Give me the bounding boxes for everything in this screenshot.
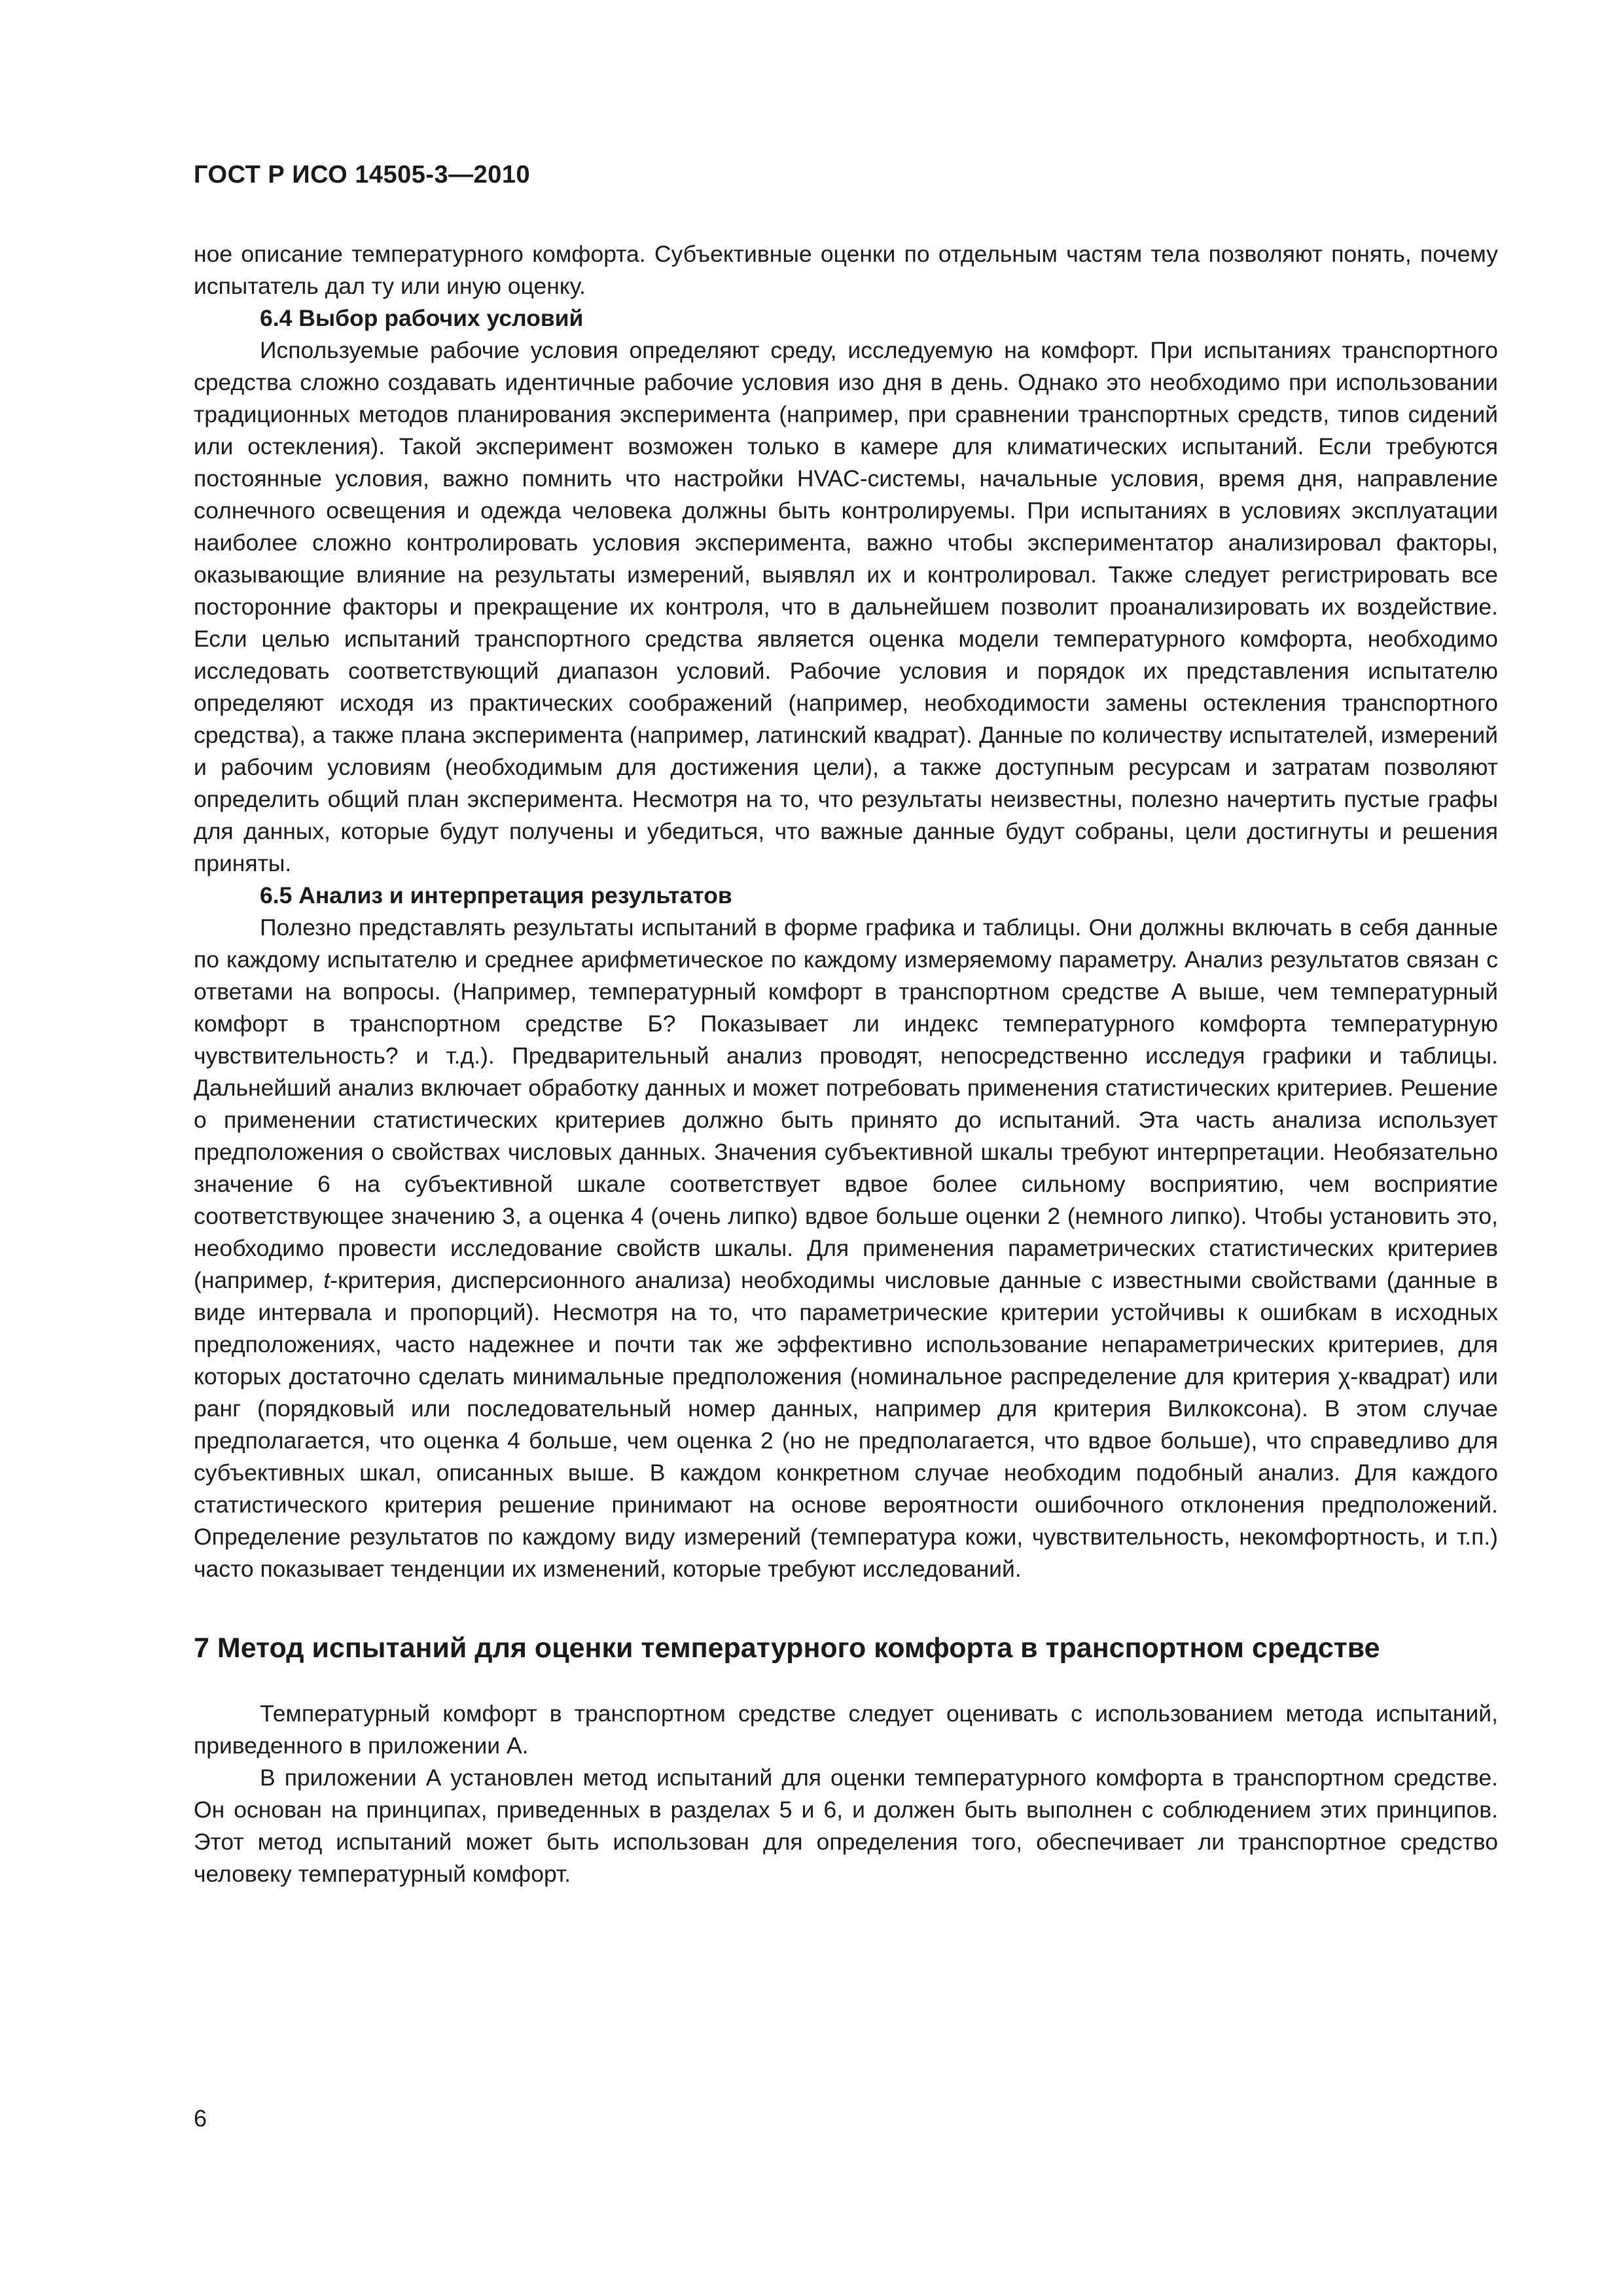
- section-7-number: 7: [194, 1632, 209, 1664]
- section-6-5-text-part1: Полезно представлять результаты испытаний в форме графика и таблицы. Они должны включать в себя данные по каждому испытателю и среднее арифметическое по каждому измеряемому параметру. Анализ результатов связан с ответами на вопросы. (Например, температурный комфорт в транспортном средстве А выше, чем температурный комфорт в транспортном средстве Б? Показывает ли индекс температурного комфорта температурную чувствительность? и т.д.). Предварительный анализ проводят, непосредственно исследуя графики и таблицы. Дальнейший анализ включает обработку данных и может потребовать применения статистических критериев. Решение о применении статистических критериев должно быть принято до испытаний. Эта часть анализа использует предположения о свойствах числовых данных. Значения субъективной шкалы требуют интерпретации. Необязательно значение 6 на субъективной шкале соответствует вдвое более сильному восприятию, чем восприятие соответствующее значению 3, а оценка 4 (очень липко) вдвое больше оценки 2 (немного липко). Чтобы установить это, необходимо провести исследование свойств шкалы. Для применения параметрических статистических критериев (например,: [194, 914, 1498, 1293]
- page-number: 6: [194, 2105, 207, 2132]
- section-7-paragraph-1: Температурный комфорт в транспортном средстве следует оценивать с использованием метода испытаний, приведенного в приложении А.: [194, 1700, 1498, 1759]
- section-6-5-heading: 6.5 Анализ и интерпретация результатов: [260, 882, 732, 908]
- section-6-4-paragraph: Используемые рабочие условия определяют среду, исследуемую на комфорт. При испытаниях транспортного средства сложно создавать идентичные рабочие условия изо дня в день. Однако это необходимо при использовании традиционных методов планирования эксперимента (например, при сравнении транспортных средств, типов сидений или остекления). Такой эксперимент возможен только в камере для климатических испытаний. Если требуются постоянные условия, важно помнить что настройки HVAC-системы, начальные условия, время дня, направление солнечного освещения и одежда человека должны быть контролируемы. При испытаниях в условиях эксплуатации наиболее сложно контролировать условия эксперимента, важно чтобы экспериментатор анализировал факторы, оказывающие влияние на результаты измерений, выявлял их и контролировал. Также следует регистрировать все посторонние факторы и прекращение их контроля, что в дальнейшем позволит проанализировать их воздействие. Если целью испытаний транспортного средства является оценка модели температурного комфорта, необходимо исследовать соответствующий диапазон условий. Рабочие условия и порядок их представления испытателю определяют исходя из практических соображений (например, необходимости замены остекления транспортного средства), а также плана эксперимента (например, латинский квадрат). Данные по количеству испытателей, измерений и рабочим условиям (необходимым для достижения цели), а также доступным ресурсам и затратам позволяют определить общий план эксперимента. Несмотря на то, что результаты неизвестны, полезно начертить пустые графы для данных, которые будут получены и убедиться, что важные данные будут собраны, цели достигнуты и решения приняты.: [194, 337, 1498, 876]
- t-criterion-letter: t: [323, 1267, 330, 1293]
- intro-paragraph: ное описание температурного комфорта. Субъективные оценки по отдельным частям тела позволяют понять, почему испытатель дал ту или иную оценку.: [194, 241, 1498, 299]
- section-7-paragraph-2: В приложении А установлен метод испытаний для оценки температурного комфорта в транспортном средстве. Он основан на принципах, приведенных в разделах 5 и 6, и должен быть выполнен с соблюдением этих принципов. Этот метод испытаний может быть использован для определения того, обеспечивает ли транспортное средство человеку температурный комфорт.: [194, 1765, 1498, 1887]
- page-content: [194, 238, 1498, 1890]
- section-6-4-heading: 6.4 Выбор рабочих условий: [260, 305, 584, 331]
- section-6-5-paragraph: [194, 912, 1498, 1585]
- section-7-title: Метод испытаний для оценки температурного комфорта в транспортном средстве: [217, 1632, 1380, 1664]
- section-7-heading: [194, 1630, 1498, 1666]
- document-code-header: ГОСТ Р ИСО 14505-3—2010: [194, 161, 531, 188]
- section-6-5-text-part2: -критерия, дисперсионного анализа) необходимы числовые данные с известными свойствами (данные в виде интервала и пропорций). Несмотря на то, что параметрические критерии устойчивы к ошибкам в исходных предположениях, часто надежнее и почти так же эффективно использование непараметрических критериев, для которых достаточно сделать минимальные предположения (номинальное распределение для критерия χ-квадрат) или ранг (порядковый или последовательный номер данных, например для критерия Вилкоксона). В этом случае предполагается, что оценка 4 больше, чем оценка 2 (но не предполагается, что вдвое больше), что справедливо для субъективных шкал, описанных выше. В каждом конкретном случае необходим подобный анализ. Для каждого статистического критерия решение принимают на основе вероятности ошибочного отклонения предположений. Определение результатов по каждому виду измерений (температура кожи, чувствительность, некомфортность, и т.п.) часто показывает тенденции их изменений, которые требуют исследований.: [194, 1267, 1498, 1582]
